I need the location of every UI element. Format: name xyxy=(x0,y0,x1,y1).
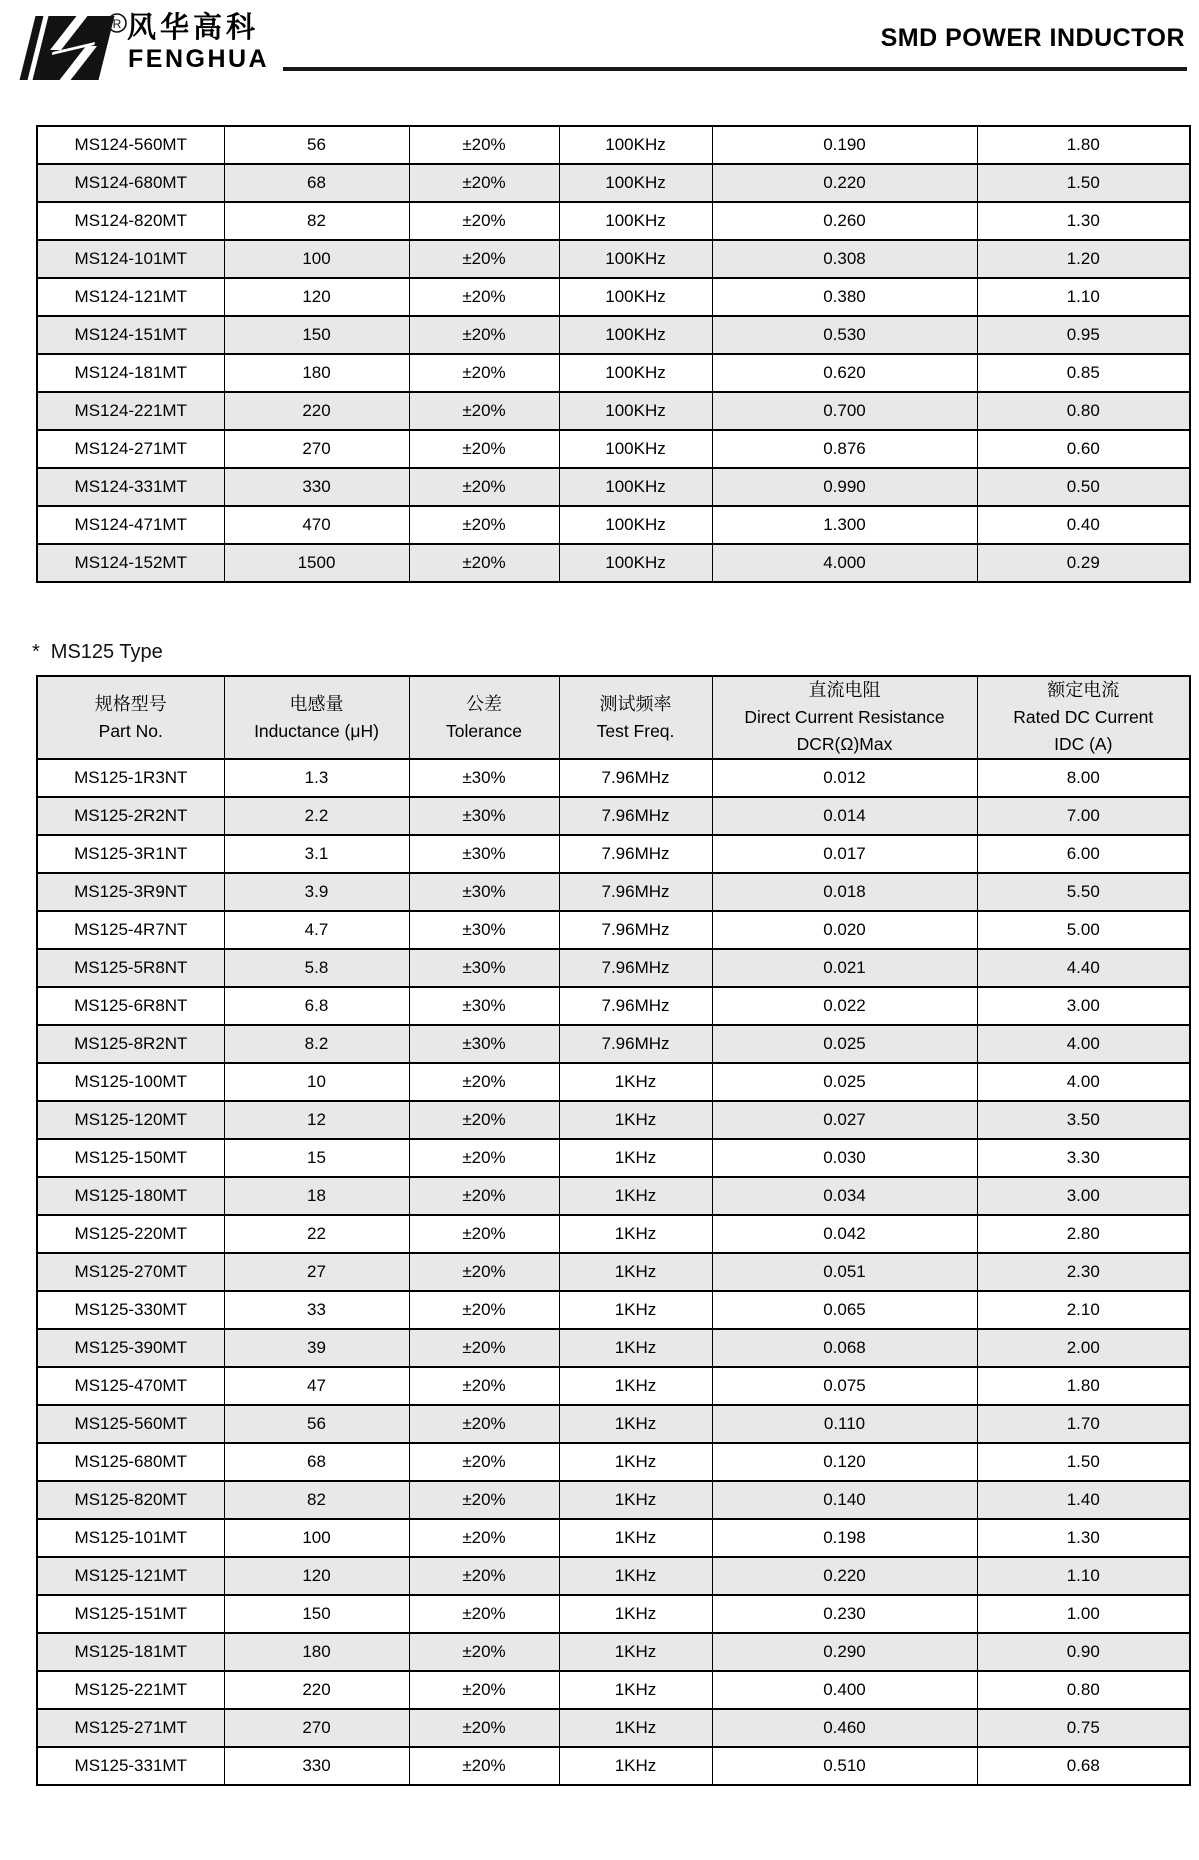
table-cell: 2.00 xyxy=(977,1329,1190,1367)
table-row xyxy=(37,468,1190,506)
table-cell: MS124-820MT xyxy=(37,202,224,240)
table-cell: 470 xyxy=(224,506,409,544)
table-row xyxy=(37,987,1190,1025)
table-cell: ±20% xyxy=(409,1253,559,1291)
table-row xyxy=(37,1101,1190,1139)
table-row xyxy=(37,1063,1190,1101)
table-row xyxy=(37,1177,1190,1215)
table-cell: ±30% xyxy=(409,987,559,1025)
table-row xyxy=(37,1215,1190,1253)
table-cell: 2.30 xyxy=(977,1253,1190,1291)
table-cell: ±30% xyxy=(409,835,559,873)
table-cell: 0.230 xyxy=(712,1595,977,1633)
table-cell: 1KHz xyxy=(559,1709,712,1747)
table-cell: 3.00 xyxy=(977,1177,1190,1215)
col-header-inductance: 电感量 Inductance (μH) xyxy=(224,676,409,759)
brand-name-chinese: 风华高科 xyxy=(127,12,260,44)
table-cell: 2.80 xyxy=(977,1215,1190,1253)
table-cell: 100KHz xyxy=(559,392,712,430)
table-cell: MS124-121MT xyxy=(37,278,224,316)
table-cell: ±20% xyxy=(409,126,559,164)
table-cell: ±20% xyxy=(409,316,559,354)
table-cell: 0.75 xyxy=(977,1709,1190,1747)
table-cell: 270 xyxy=(224,430,409,468)
table-cell: 1.10 xyxy=(977,1557,1190,1595)
table-cell: 1KHz xyxy=(559,1063,712,1101)
table-cell: 1KHz xyxy=(559,1443,712,1481)
table-cell: 15 xyxy=(224,1139,409,1177)
table-cell: MS125-270MT xyxy=(37,1253,224,1291)
brand-name-english: FENGHUA xyxy=(128,45,270,73)
table-cell: 100KHz xyxy=(559,240,712,278)
table-cell: MS125-3R9NT xyxy=(37,873,224,911)
table-row xyxy=(37,126,1190,164)
table-cell: ±20% xyxy=(409,1709,559,1747)
table-cell: 1.70 xyxy=(977,1405,1190,1443)
section-label-text: MS125 Type xyxy=(50,641,163,663)
table-cell: MS125-680MT xyxy=(37,1443,224,1481)
table-cell: 3.30 xyxy=(977,1139,1190,1177)
table-cell: 5.00 xyxy=(977,911,1190,949)
table-cell: 0.460 xyxy=(712,1709,977,1747)
table-cell: 1.50 xyxy=(977,164,1190,202)
table-cell: 180 xyxy=(224,1633,409,1671)
table-cell: 100KHz xyxy=(559,164,712,202)
table-cell: 1.80 xyxy=(977,126,1190,164)
table-cell: 39 xyxy=(224,1329,409,1367)
table-cell: 6.00 xyxy=(977,835,1190,873)
table-row xyxy=(37,1329,1190,1367)
table-cell: MS125-331MT xyxy=(37,1747,224,1785)
header-divider xyxy=(283,67,1187,71)
table-cell: 100KHz xyxy=(559,202,712,240)
table-cell: 82 xyxy=(224,1481,409,1519)
table-cell: 0.80 xyxy=(977,392,1190,430)
table-cell: 150 xyxy=(224,1595,409,1633)
table-cell: MS124-101MT xyxy=(37,240,224,278)
table-cell: MS125-8R2NT xyxy=(37,1025,224,1063)
table-row xyxy=(37,354,1190,392)
table-cell: 4.00 xyxy=(977,1025,1190,1063)
table-cell: ±20% xyxy=(409,354,559,392)
table-cell: 100KHz xyxy=(559,354,712,392)
table-cell: 1.00 xyxy=(977,1595,1190,1633)
col-header-test-freq: 测试频率 Test Freq. xyxy=(559,676,712,759)
table-cell: MS124-221MT xyxy=(37,392,224,430)
table-cell: MS124-181MT xyxy=(37,354,224,392)
table-cell: 0.40 xyxy=(977,506,1190,544)
table-cell: 0.400 xyxy=(712,1671,977,1709)
table-cell: 0.50 xyxy=(977,468,1190,506)
table-cell: MS125-100MT xyxy=(37,1063,224,1101)
table-row xyxy=(37,759,1190,797)
table-cell: 100KHz xyxy=(559,506,712,544)
table-cell: MS125-180MT xyxy=(37,1177,224,1215)
table-cell: MS124-151MT xyxy=(37,316,224,354)
table-cell: 7.96MHz xyxy=(559,911,712,949)
table-cell: 7.96MHz xyxy=(559,949,712,987)
table-cell: MS125-181MT xyxy=(37,1633,224,1671)
table-cell: 0.068 xyxy=(712,1329,977,1367)
table-row xyxy=(37,835,1190,873)
table-row xyxy=(37,1747,1190,1785)
table-row xyxy=(37,240,1190,278)
table-cell: 3.1 xyxy=(224,835,409,873)
table-row xyxy=(37,1367,1190,1405)
table-row xyxy=(37,316,1190,354)
table-cell: 7.00 xyxy=(977,797,1190,835)
table-cell: 10 xyxy=(224,1063,409,1101)
table-cell: 1KHz xyxy=(559,1557,712,1595)
table-cell: 1.10 xyxy=(977,278,1190,316)
ms125-table-header xyxy=(37,676,1190,759)
table-cell: MS125-390MT xyxy=(37,1329,224,1367)
table-cell: 0.876 xyxy=(712,430,977,468)
table-cell: 220 xyxy=(224,1671,409,1709)
table-cell: ±20% xyxy=(409,1367,559,1405)
table-cell: 1.40 xyxy=(977,1481,1190,1519)
table-row xyxy=(37,1519,1190,1557)
table-cell: 7.96MHz xyxy=(559,759,712,797)
table-cell: 220 xyxy=(224,392,409,430)
table-cell: ±20% xyxy=(409,1139,559,1177)
table-cell: ±20% xyxy=(409,1215,559,1253)
table-cell: 47 xyxy=(224,1367,409,1405)
table-row xyxy=(37,1253,1190,1291)
table-row xyxy=(37,544,1190,582)
table-cell: MS124-471MT xyxy=(37,506,224,544)
table-cell: 7.96MHz xyxy=(559,873,712,911)
table-cell: 1.30 xyxy=(977,202,1190,240)
table-cell: MS125-3R1NT xyxy=(37,835,224,873)
table-row xyxy=(37,506,1190,544)
table-row xyxy=(37,1633,1190,1671)
table-cell: ±30% xyxy=(409,797,559,835)
ms125-table-body xyxy=(37,759,1190,1785)
table-cell: ±20% xyxy=(409,506,559,544)
table-cell: MS125-330MT xyxy=(37,1291,224,1329)
table-cell: MS125-4R7NT xyxy=(37,911,224,949)
table-cell: ±20% xyxy=(409,1291,559,1329)
table-cell: 0.290 xyxy=(712,1633,977,1671)
table-cell: 0.017 xyxy=(712,835,977,873)
table-cell: 6.8 xyxy=(224,987,409,1025)
table-cell: 0.190 xyxy=(712,126,977,164)
table-cell: 0.220 xyxy=(712,164,977,202)
table-cell: 0.025 xyxy=(712,1063,977,1101)
table-cell: ±20% xyxy=(409,1747,559,1785)
table-cell: 1KHz xyxy=(559,1481,712,1519)
table-row xyxy=(37,797,1190,835)
table-cell: 270 xyxy=(224,1709,409,1747)
table-cell: 1KHz xyxy=(559,1177,712,1215)
table-cell: 1KHz xyxy=(559,1101,712,1139)
table-cell: 56 xyxy=(224,1405,409,1443)
table-cell: 0.012 xyxy=(712,759,977,797)
svg-text:R: R xyxy=(112,17,122,31)
table-cell: 7.96MHz xyxy=(559,1025,712,1063)
table-row xyxy=(37,949,1190,987)
col-header-tolerance: 公差 Tolerance xyxy=(409,676,559,759)
table-cell: ±20% xyxy=(409,1595,559,1633)
table-cell: 0.120 xyxy=(712,1443,977,1481)
table-cell: MS125-2R2NT xyxy=(37,797,224,835)
table-cell: ±30% xyxy=(409,911,559,949)
table-cell: 1.300 xyxy=(712,506,977,544)
table-cell: ±20% xyxy=(409,544,559,582)
table-cell: 4.000 xyxy=(712,544,977,582)
table-cell: 180 xyxy=(224,354,409,392)
table-cell: ±30% xyxy=(409,1025,559,1063)
table-cell: ±20% xyxy=(409,164,559,202)
table-cell: MS125-150MT xyxy=(37,1139,224,1177)
table-cell: ±20% xyxy=(409,240,559,278)
table-cell: 0.014 xyxy=(712,797,977,835)
table-cell: 0.80 xyxy=(977,1671,1190,1709)
table-cell: 0.027 xyxy=(712,1101,977,1139)
table-row xyxy=(37,202,1190,240)
table-cell: 1.30 xyxy=(977,1519,1190,1557)
table-cell: MS125-820MT xyxy=(37,1481,224,1519)
table-cell: ±20% xyxy=(409,278,559,316)
table-cell: 4.00 xyxy=(977,1063,1190,1101)
table-row xyxy=(37,1139,1190,1177)
table-cell: 0.020 xyxy=(712,911,977,949)
table-cell: 1.80 xyxy=(977,1367,1190,1405)
table-cell: 0.68 xyxy=(977,1747,1190,1785)
table-cell: 0.29 xyxy=(977,544,1190,582)
table-cell: 5.8 xyxy=(224,949,409,987)
table-row xyxy=(37,1291,1190,1329)
table-cell: 2.10 xyxy=(977,1291,1190,1329)
table-row xyxy=(37,278,1190,316)
table-cell: ±20% xyxy=(409,1405,559,1443)
table-cell: 0.140 xyxy=(712,1481,977,1519)
table-cell: 100KHz xyxy=(559,430,712,468)
ms125-spec-table xyxy=(36,675,1191,1786)
table-cell: MS125-121MT xyxy=(37,1557,224,1595)
table-cell: 0.110 xyxy=(712,1405,977,1443)
table-cell: 100KHz xyxy=(559,278,712,316)
col-header-dcr: 直流电阻 Direct Current Resistance DCR(Ω)Max xyxy=(712,676,977,759)
table-cell: 1500 xyxy=(224,544,409,582)
table-cell: MS124-271MT xyxy=(37,430,224,468)
table-cell: MS125-6R8NT xyxy=(37,987,224,1025)
table-cell: 100 xyxy=(224,1519,409,1557)
table-cell: 0.95 xyxy=(977,316,1190,354)
table-cell: MS125-470MT xyxy=(37,1367,224,1405)
table-cell: 0.308 xyxy=(712,240,977,278)
table-cell: 120 xyxy=(224,1557,409,1595)
table-cell: 100KHz xyxy=(559,126,712,164)
table-cell: 1KHz xyxy=(559,1367,712,1405)
table-cell: 0.620 xyxy=(712,354,977,392)
table-cell: 0.85 xyxy=(977,354,1190,392)
table-cell: 8.2 xyxy=(224,1025,409,1063)
table-cell: ±30% xyxy=(409,949,559,987)
table-cell: MS125-5R8NT xyxy=(37,949,224,987)
table-cell: 0.510 xyxy=(712,1747,977,1785)
table-cell: 4.7 xyxy=(224,911,409,949)
table-cell: 22 xyxy=(224,1215,409,1253)
table-row xyxy=(37,1481,1190,1519)
table-cell: 1KHz xyxy=(559,1633,712,1671)
table-row xyxy=(37,1405,1190,1443)
table-cell: 1KHz xyxy=(559,1329,712,1367)
table-cell: MS124-680MT xyxy=(37,164,224,202)
table-cell: 330 xyxy=(224,468,409,506)
table-cell: 33 xyxy=(224,1291,409,1329)
table-cell: 3.00 xyxy=(977,987,1190,1025)
table-cell: ±20% xyxy=(409,1177,559,1215)
header-row xyxy=(37,676,1190,759)
table-row xyxy=(37,1671,1190,1709)
table-cell: 68 xyxy=(224,164,409,202)
table-cell: MS125-1R3NT xyxy=(37,759,224,797)
table-cell: MS125-220MT xyxy=(37,1215,224,1253)
table-cell: ±20% xyxy=(409,1101,559,1139)
ms125-type-label xyxy=(32,641,163,664)
table-cell: 2.2 xyxy=(224,797,409,835)
table-row xyxy=(37,1709,1190,1747)
table-cell: ±20% xyxy=(409,202,559,240)
table-cell: MS125-151MT xyxy=(37,1595,224,1633)
table-cell: ±20% xyxy=(409,1519,559,1557)
table-cell: 18 xyxy=(224,1177,409,1215)
table-cell: 0.990 xyxy=(712,468,977,506)
section-label-marker: * xyxy=(32,641,40,663)
page-title: SMD POWER INDUCTOR xyxy=(880,24,1185,52)
table-cell: 0.260 xyxy=(712,202,977,240)
table-row xyxy=(37,911,1190,949)
table-cell: 100KHz xyxy=(559,316,712,354)
table-cell: MS125-120MT xyxy=(37,1101,224,1139)
table-cell: 8.00 xyxy=(977,759,1190,797)
table-cell: 120 xyxy=(224,278,409,316)
table-cell: MS125-101MT xyxy=(37,1519,224,1557)
table-cell: 0.530 xyxy=(712,316,977,354)
table-cell: 1.3 xyxy=(224,759,409,797)
table-row xyxy=(37,164,1190,202)
col-header-part-no: 规格型号 Part No. xyxy=(37,676,224,759)
table-cell: 0.051 xyxy=(712,1253,977,1291)
table-cell: 1KHz xyxy=(559,1519,712,1557)
table-cell: 0.022 xyxy=(712,987,977,1025)
table-cell: ±20% xyxy=(409,1671,559,1709)
table-cell: 0.025 xyxy=(712,1025,977,1063)
table-cell: ±20% xyxy=(409,1063,559,1101)
table-row xyxy=(37,873,1190,911)
table-cell: 0.030 xyxy=(712,1139,977,1177)
table-cell: 0.034 xyxy=(712,1177,977,1215)
table-cell: 1.20 xyxy=(977,240,1190,278)
table-cell: 1KHz xyxy=(559,1405,712,1443)
table-cell: ±20% xyxy=(409,1443,559,1481)
table-cell: ±20% xyxy=(409,1329,559,1367)
table-cell: 0.198 xyxy=(712,1519,977,1557)
table-cell: ±20% xyxy=(409,430,559,468)
table-row xyxy=(37,1557,1190,1595)
table-cell: 0.220 xyxy=(712,1557,977,1595)
table-cell: 0.380 xyxy=(712,278,977,316)
table-cell: 0.700 xyxy=(712,392,977,430)
table-cell: 0.90 xyxy=(977,1633,1190,1671)
table-cell: ±20% xyxy=(409,1557,559,1595)
table-cell: ±20% xyxy=(409,392,559,430)
fenghua-logo-icon xyxy=(16,6,128,86)
ms124-table-body xyxy=(37,126,1190,582)
table-row xyxy=(37,430,1190,468)
table-row xyxy=(37,1595,1190,1633)
table-cell: MS124-152MT xyxy=(37,544,224,582)
table-cell: ±30% xyxy=(409,759,559,797)
table-cell: 5.50 xyxy=(977,873,1190,911)
table-cell: 7.96MHz xyxy=(559,835,712,873)
table-cell: 1KHz xyxy=(559,1291,712,1329)
table-cell: 12 xyxy=(224,1101,409,1139)
table-cell: 330 xyxy=(224,1747,409,1785)
table-cell: 7.96MHz xyxy=(559,797,712,835)
table-cell: ±30% xyxy=(409,873,559,911)
col-header-idc: 额定电流 Rated DC Current IDC (A) xyxy=(977,676,1190,759)
table-cell: 68 xyxy=(224,1443,409,1481)
table-cell: ±20% xyxy=(409,468,559,506)
table-cell: 1KHz xyxy=(559,1215,712,1253)
table-cell: ±20% xyxy=(409,1633,559,1671)
table-cell: MS125-271MT xyxy=(37,1709,224,1747)
table-cell: 82 xyxy=(224,202,409,240)
table-cell: 0.042 xyxy=(712,1215,977,1253)
table-cell: MS124-560MT xyxy=(37,126,224,164)
table-row xyxy=(37,1025,1190,1063)
table-cell: 0.075 xyxy=(712,1367,977,1405)
table-cell: 0.60 xyxy=(977,430,1190,468)
table-cell: MS125-560MT xyxy=(37,1405,224,1443)
table-cell: 7.96MHz xyxy=(559,987,712,1025)
table-cell: 150 xyxy=(224,316,409,354)
table-cell: 1.50 xyxy=(977,1443,1190,1481)
table-cell: 100KHz xyxy=(559,544,712,582)
table-cell: 3.50 xyxy=(977,1101,1190,1139)
table-cell: ±20% xyxy=(409,1481,559,1519)
table-cell: 100KHz xyxy=(559,468,712,506)
table-cell: 1KHz xyxy=(559,1253,712,1291)
table-cell: 27 xyxy=(224,1253,409,1291)
table-cell: MS125-221MT xyxy=(37,1671,224,1709)
table-cell: 0.065 xyxy=(712,1291,977,1329)
table-cell: 0.018 xyxy=(712,873,977,911)
table-cell: 1KHz xyxy=(559,1595,712,1633)
table-cell: 3.9 xyxy=(224,873,409,911)
table-row xyxy=(37,392,1190,430)
table-row xyxy=(37,1443,1190,1481)
table-cell: 56 xyxy=(224,126,409,164)
table-cell: 0.021 xyxy=(712,949,977,987)
table-cell: MS124-331MT xyxy=(37,468,224,506)
table-cell: 1KHz xyxy=(559,1671,712,1709)
table-cell: 100 xyxy=(224,240,409,278)
table-cell: 4.40 xyxy=(977,949,1190,987)
table-cell: 1KHz xyxy=(559,1139,712,1177)
ms124-spec-table xyxy=(36,125,1191,583)
table-cell: 1KHz xyxy=(559,1747,712,1785)
